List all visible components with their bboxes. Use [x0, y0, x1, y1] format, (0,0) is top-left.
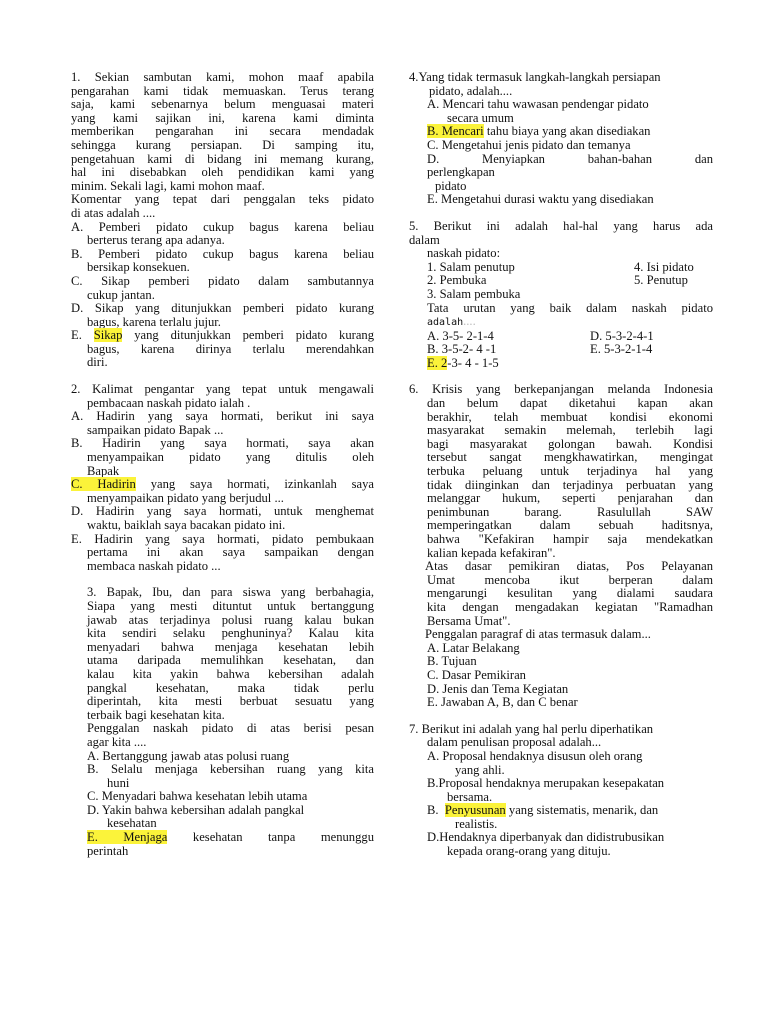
question-5	[409, 220, 713, 371]
q6-paragraph-2: Bersama Umat".	[427, 613, 511, 628]
q4-option-b-rest: tahu biaya yang akan disediakan	[486, 124, 651, 139]
q1-line: pengetahuan kami di bidang ini memang kurang,	[71, 151, 374, 166]
q5-option-a: A. 3-5- 2-1-4	[427, 328, 494, 343]
q3-line: diperintah, kita mesti berbuat sesuatu yang	[87, 694, 374, 709]
q7-option-a: A. Proposal hendaknya disusun oleh orang	[427, 748, 643, 763]
q2-option-b: B. Hadirin yang saya hormati, saya akan	[71, 436, 374, 451]
q1-option-e	[71, 329, 374, 343]
q2-option-d: D. Hadirin yang saya hormati, untuk menghemat	[71, 504, 374, 519]
q2-option-c-cont: menyampaikan pidato yang berjudul ...	[87, 490, 284, 505]
question-3	[71, 586, 374, 858]
q4-stem: 4.Yang tidak termasuk langkah-langkah persiapan	[409, 70, 661, 84]
q6-line: memperingatkan dalam sebuah haditsnya,	[427, 518, 713, 533]
q1-option-a-cont: berterus terang apa adanya.	[87, 233, 225, 248]
q5-item: 4. Isi pidato	[634, 259, 694, 274]
q6-line: tidak diinginkan dan terjadinya perbuatan yang	[427, 477, 713, 492]
q1-prompt: di atas adalah ....	[71, 205, 156, 220]
q2-option-e-cont: pertama ini akan saya sampaikan dengan	[87, 545, 374, 560]
q3-option-a: A. Bertanggung jawab atas polusi ruang	[87, 748, 290, 763]
q2-stem: 2. Kalimat pengantar yang tepat untuk mengawali	[71, 382, 374, 397]
q1-option-e-highlight: Sikap	[93, 328, 123, 343]
q1-option-b: B. Pemberi pidato cukup bagus karena beliau	[71, 246, 374, 261]
q3-line: terbaik bagi kesehatan kita.	[87, 707, 225, 722]
q3-option-d: D. Yakin bahwa kebersihan adalah pangkal	[87, 802, 305, 817]
q3-line: pangkal kesehatan, maka tidak perlu	[87, 680, 374, 695]
left-column	[71, 71, 374, 858]
q1-line: pengarahan kami tidak memuaskan. Terus terang	[71, 83, 374, 98]
q1-line: saja, kami sebenarnya belum menguasai materi	[71, 97, 374, 112]
q1-option-e-cont: diri.	[87, 355, 108, 370]
q2-option-c	[71, 478, 374, 492]
q3-line: jawab atas terjadinya polusi ruang kalau bukan	[87, 612, 374, 627]
q2-stem: pembacaan naskah pidato ialah .	[87, 395, 251, 410]
q3-prompt: agar kita ....	[87, 734, 147, 749]
q4-stem: pidato, adalah....	[429, 83, 513, 98]
question-6	[409, 383, 713, 709]
q5-prompt-dots: ....	[463, 314, 476, 329]
q7-stem: dalam penulisan proposal adalah...	[427, 735, 602, 750]
q5-item: 3. Salam pembuka	[427, 286, 521, 301]
q3-option-b-cont: huni	[107, 775, 130, 790]
q5-options-row	[409, 343, 713, 357]
q5-prompt: Tata urutan yang baik dalam naskah pidato	[427, 300, 713, 315]
q7-option-d-cont: kepada orang-orang yang dituju.	[447, 844, 611, 859]
q4-option-d: D. Menyiapkan bahan-bahan dan	[427, 151, 713, 166]
q1-line: hal ini disebabkan oleh pendidikan kami yang	[71, 165, 374, 180]
q6-paragraph-2: mengarungi kesulitan yang dialami saudara	[427, 586, 713, 601]
q7-option-c-cont: realistis.	[455, 816, 498, 831]
q5-item: 1. Salam penutup	[427, 259, 515, 274]
q1-option-d: D. Sikap yang ditunjukkan pemberi pidato kurang	[71, 301, 374, 316]
q6-option-a: A. Latar Belakang	[427, 640, 520, 655]
q6-line: 6. Krisis yang berkepanjangan melanda Indonesia	[409, 382, 713, 397]
q1-prompt: Komentar yang tepat dari penggalan teks pidato	[71, 192, 374, 207]
q3-option-e-highlight: E. Menjaga	[87, 830, 168, 845]
q3-line: kita sendiri selaku penghuninya? Kalau kita	[87, 626, 374, 641]
q5-stem: naskah pidato:	[427, 246, 501, 261]
q4-option-b-highlight: B. Mencari	[427, 124, 484, 139]
q2-option-c-rest: yang saya hormati, izinkanlah saya	[150, 477, 374, 492]
q5-stem: 5. Berikut ini adalah hal-hal yang harus ada	[409, 218, 713, 233]
q6-paragraph-2: Atas dasar pemikiran diatas, Pos Pelayanan	[425, 559, 713, 574]
q2-option-e: E. Hadirin yang saya hormati, pidato pembukaan	[71, 531, 374, 546]
q5-option-b: B. 3-5-2- 4 -1	[427, 342, 497, 357]
q4-option-d-cont: pidato	[435, 178, 467, 193]
q6-option-e: E. Jawaban A, B, dan C benar	[427, 695, 578, 710]
q5-option-c	[409, 357, 713, 371]
q7-option-c-highlight: Penyusunan	[444, 803, 506, 818]
q7-option-a-cont: yang ahli.	[455, 762, 505, 777]
q2-option-d-cont: waktu, baiklah saya bacakan pidato ini.	[87, 518, 286, 532]
q1-line: memberikan pengarahan ini secara mendadak	[71, 124, 374, 139]
q2-option-c-highlight: C. Hadirin	[71, 477, 136, 492]
q6-line: kalian kepada kefakiran".	[427, 545, 556, 560]
q3-line: 3. Bapak, Ibu, dan para siswa yang berbahagia,	[87, 585, 374, 600]
q5-option-d: D. 5-3-2-4-1	[590, 328, 654, 343]
q3-line: kalau kita yakin bahwa kebersihan adalah	[87, 666, 374, 681]
q3-option-e-cont: perintah	[87, 843, 129, 858]
q6-prompt: Penggalan paragraf di atas termasuk dalam...	[425, 627, 651, 642]
q6-paragraph-2: kita dengan mengadakan kegiatan "Ramadhan	[427, 599, 713, 614]
q3-line: menyadari bahwa menjaga kesehatan lebih	[87, 639, 374, 654]
q6-option-d: D. Jenis dan Tema Kegiatan	[427, 681, 569, 696]
q1-option-c-cont: cukup jantan.	[87, 287, 155, 302]
q4-option-a-cont: secara umum	[447, 110, 514, 125]
q5-items-row	[409, 261, 713, 275]
q3-option-e	[87, 831, 374, 845]
q1-line: 1. Sekian sambutan kami, mohon maaf apabila	[71, 70, 374, 84]
q1-line: minim. Sekali lagi, kami mohon maaf.	[71, 178, 265, 193]
question-7	[409, 723, 713, 859]
q7-option-d: D.Hendaknya diperbanyak dan didistrubusikan	[427, 830, 665, 845]
q6-line: melanggar hukum, seperti penjarahan dan	[427, 491, 713, 506]
q2-option-b-cont: menyampaikan pidato yang ditulis oleh	[87, 450, 374, 465]
q3-option-d-cont: kesehatan	[107, 816, 157, 831]
q6-line: bahwa "Kefakiran hampir saja mendekatkan	[427, 532, 713, 546]
q4-option-c: C. Mengetahui jenis pidato dan temanya	[427, 137, 631, 152]
q1-option-e-rest: yang ditunjukkan pemberi pidato kurang	[134, 328, 375, 343]
q3-option-e-rest: kesehatan tanpa menunggu	[192, 830, 374, 845]
q7-stem: 7. Berikut ini adalah yang hal perlu diperhatikan	[409, 721, 654, 736]
q1-option-e-prefix: E.	[71, 328, 82, 343]
q5-option-c-rest: -3- 4 - 1-5	[447, 355, 499, 370]
q6-option-b: B. Tujuan	[427, 654, 477, 669]
q3-option-c: C. Menyadari bahwa kesehatan lebih utama	[87, 789, 308, 804]
q2-option-b-cont: Bapak	[87, 463, 120, 478]
q7-option-b: B.Proposal hendaknya merupakan kesepakatan	[427, 776, 665, 791]
q2-option-a: A. Hadirin yang saya hormati, berikut ini saya	[71, 409, 374, 424]
q6-paragraph-2: Umat mencoba ikut berperan dalam	[427, 572, 713, 587]
q3-line: Siapa yang mesti dituntut untuk bertanggung	[87, 598, 374, 613]
question-1	[71, 71, 374, 370]
q2-option-a-cont: sampaikan pidato Bapak ...	[87, 422, 224, 437]
q4-option-d-cont: perlengkapan	[427, 165, 495, 180]
q7-option-b-cont: bersama.	[447, 789, 493, 804]
question-2	[71, 383, 374, 573]
q6-line: dan belum dapat diketahui kapan akan	[427, 396, 713, 411]
q5-prompt	[409, 315, 713, 330]
q2-option-e-cont: membaca naskah pidato ...	[87, 558, 221, 573]
q6-line: masyarakat semakin melemah, terlebih lagi	[427, 423, 713, 438]
q3-prompt: Penggalan naskah pidato di atas berisi pesan	[87, 721, 374, 736]
q4-option-e: E. Mengetahui durasi waktu yang disediakan	[427, 192, 654, 207]
q5-stem: dalam	[409, 232, 440, 247]
q5-option-e: E. 5-3-2-1-4	[590, 342, 653, 357]
q1-line: yang kami sajikan ini, karena kami diminta	[71, 110, 374, 125]
q6-line: penimbunan barang. Rasulullah SAW	[427, 504, 713, 519]
q1-option-d-cont: bagus, karena terlalu jujur.	[87, 314, 221, 329]
question-4	[409, 71, 713, 207]
q1-line: sehingga kurang persiapan. Di samping itu,	[71, 137, 374, 152]
q1-option-e-cont: bagus, karena dirinya terlalu merendahkan	[87, 341, 374, 356]
q5-items-row	[409, 274, 713, 288]
q6-line: berakhir, telah membuat kondisi ekonomi	[427, 409, 713, 424]
q6-line: tersebut sangat mengkhawatirkan, mengingat	[427, 450, 713, 465]
q7-option-c-prefix: B.	[427, 803, 439, 818]
q5-item: 2. Pembuka	[427, 273, 487, 288]
q3-option-b: B. Selalu menjaga kebersihan ruang yang kita	[87, 762, 374, 777]
q5-prompt-word: adalah	[427, 317, 464, 329]
q7-option-c-rest: yang sistematis, menarik, dan	[508, 803, 659, 818]
q4-option-a: A. Mencari tahu wawasan pendengar pidato	[427, 97, 649, 112]
q1-option-c: C. Sikap pemberi pidato dalam sambutannya	[71, 273, 374, 288]
q7-option-c	[409, 804, 713, 818]
q6-option-c: C. Dasar Pemikiran	[427, 667, 526, 682]
q6-line: bagi masyarakat golongan bawah. Kondisi	[427, 436, 713, 451]
q4-option-b	[409, 125, 713, 139]
q5-options-row	[409, 330, 713, 344]
right-column	[409, 71, 713, 859]
q5-item: 5. Penutup	[634, 273, 688, 288]
q1-option-a: A. Pemberi pidato cukup bagus karena beliau	[71, 219, 374, 234]
q1-option-b-cont: bersikap konsekuen.	[87, 260, 190, 275]
q3-line: utama daripada memulihkan kesehatan, dan	[87, 653, 374, 668]
q5-option-c-highlight: E. 2	[427, 355, 448, 370]
q6-line: terbuka peluang untuk terjadinya hal yang	[427, 464, 713, 479]
